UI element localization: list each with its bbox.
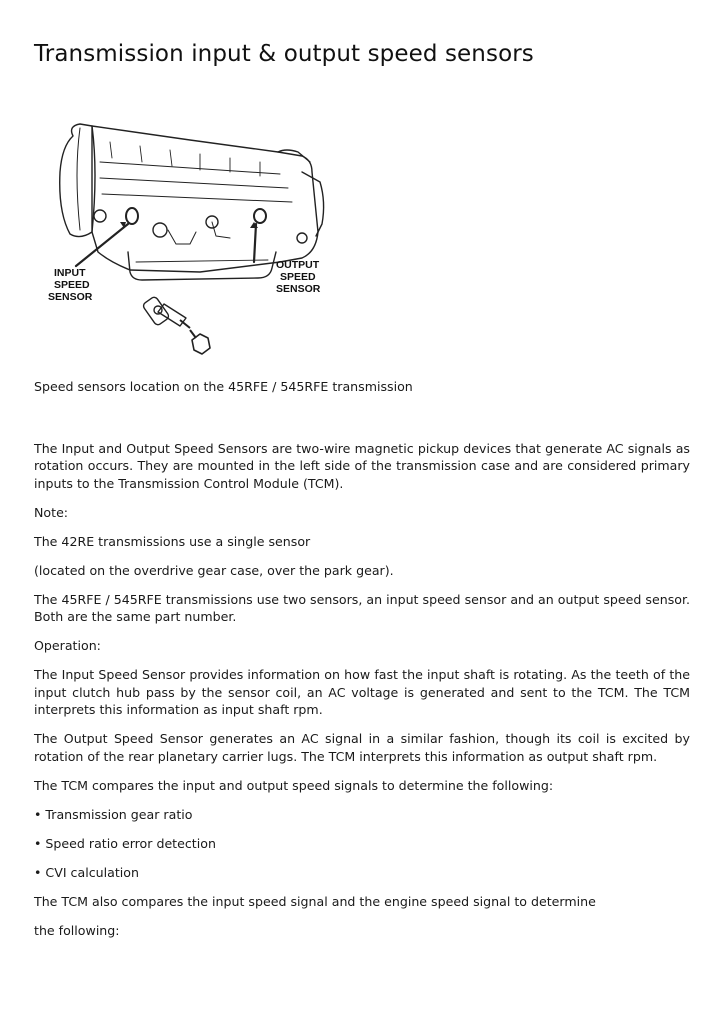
- solenoid-detail: [212, 222, 230, 238]
- figure-caption: Speed sensors location on the 45RFE / 545RFE transmission: [34, 379, 413, 394]
- article-body: [34, 378, 690, 951]
- output-label-line3: SENSOR: [276, 283, 321, 295]
- following-line: the following:: [34, 922, 120, 938]
- sensor-body: [142, 296, 170, 326]
- transmission-case: [92, 126, 318, 272]
- note-heading: Note:: [34, 504, 69, 520]
- case-rib-1: [100, 162, 280, 174]
- note-line-2: (located on the overdrive gear case, over the park gear).: [34, 562, 394, 578]
- output-label-line2: SPEED: [280, 271, 316, 283]
- bolt-thread: [190, 330, 196, 338]
- output-sensor-paragraph: The Output Speed Sensor generates an AC signal in a similar fashion, though its coil is excited by rotation of the rear planetary carrier lugs. The TCM interprets this information as output shaft rpm.: [34, 731, 690, 764]
- oil-pan-flange: [136, 260, 268, 262]
- valve-body-detail: [168, 230, 196, 244]
- input-label-line1: INPUT: [54, 267, 86, 279]
- input-sensor-leader: [76, 224, 128, 266]
- input-label-line3: SENSOR: [48, 291, 93, 303]
- mount-boss-2: [153, 223, 167, 237]
- case-rib-3: [102, 194, 292, 202]
- output-sensor-on-case: [254, 209, 266, 223]
- case-rib-2: [100, 178, 288, 188]
- compare-intro: The TCM compares the input and output speed signals to determine the following:: [34, 777, 554, 793]
- transmission-illustration: [40, 112, 340, 367]
- bullet-gear-ratio: • Transmission gear ratio: [34, 806, 193, 822]
- note-line-1: The 42RE transmissions use a single sensor: [34, 533, 311, 549]
- page-title: Transmission input & output speed sensors: [34, 41, 534, 67]
- input-sensor-paragraph: The Input Speed Sensor provides information on how fast the input shaft is rotating. As the teeth of the input clutch hub pass by the sensor coil, an AC voltage is generated and sent to the TCM. The TCM interprets this information as input shaft rpm.: [34, 667, 690, 717]
- engine-compare-paragraph: The TCM also compares the input speed signal and the engine speed signal to determine: [34, 893, 596, 909]
- bullet-cvi-calculation: • CVI calculation: [34, 864, 139, 880]
- output-sensor-leader: [254, 224, 256, 262]
- intro-paragraph: The Input and Output Speed Sensors are two-wire magnetic pickup devices that generate AC signals as rotation occurs. They are mounted in the left side of the transmission case and are considered primary inputs to the Transmission Control Module (TCM).: [34, 440, 690, 491]
- rear-extension: [278, 150, 310, 162]
- input-sensor-on-case: [126, 208, 138, 224]
- bullet-speed-ratio-error: • Speed ratio error detection: [34, 835, 216, 851]
- operation-heading: Operation:: [34, 638, 101, 653]
- input-label-line2: SPEED: [54, 279, 90, 291]
- output-label-line1: OUTPUT: [276, 259, 320, 271]
- bell-housing-rim: [77, 128, 80, 230]
- note-line-3: The 45RFE / 545RFE transmissions use two sensors, an input speed sensor and an output speed sensor. Both are the same part number.: [34, 591, 690, 624]
- mount-boss-1: [94, 210, 106, 222]
- transmission-diagram: [40, 112, 340, 367]
- loose-sensor-and-bolt: [142, 296, 210, 354]
- mount-boss-4: [297, 233, 307, 243]
